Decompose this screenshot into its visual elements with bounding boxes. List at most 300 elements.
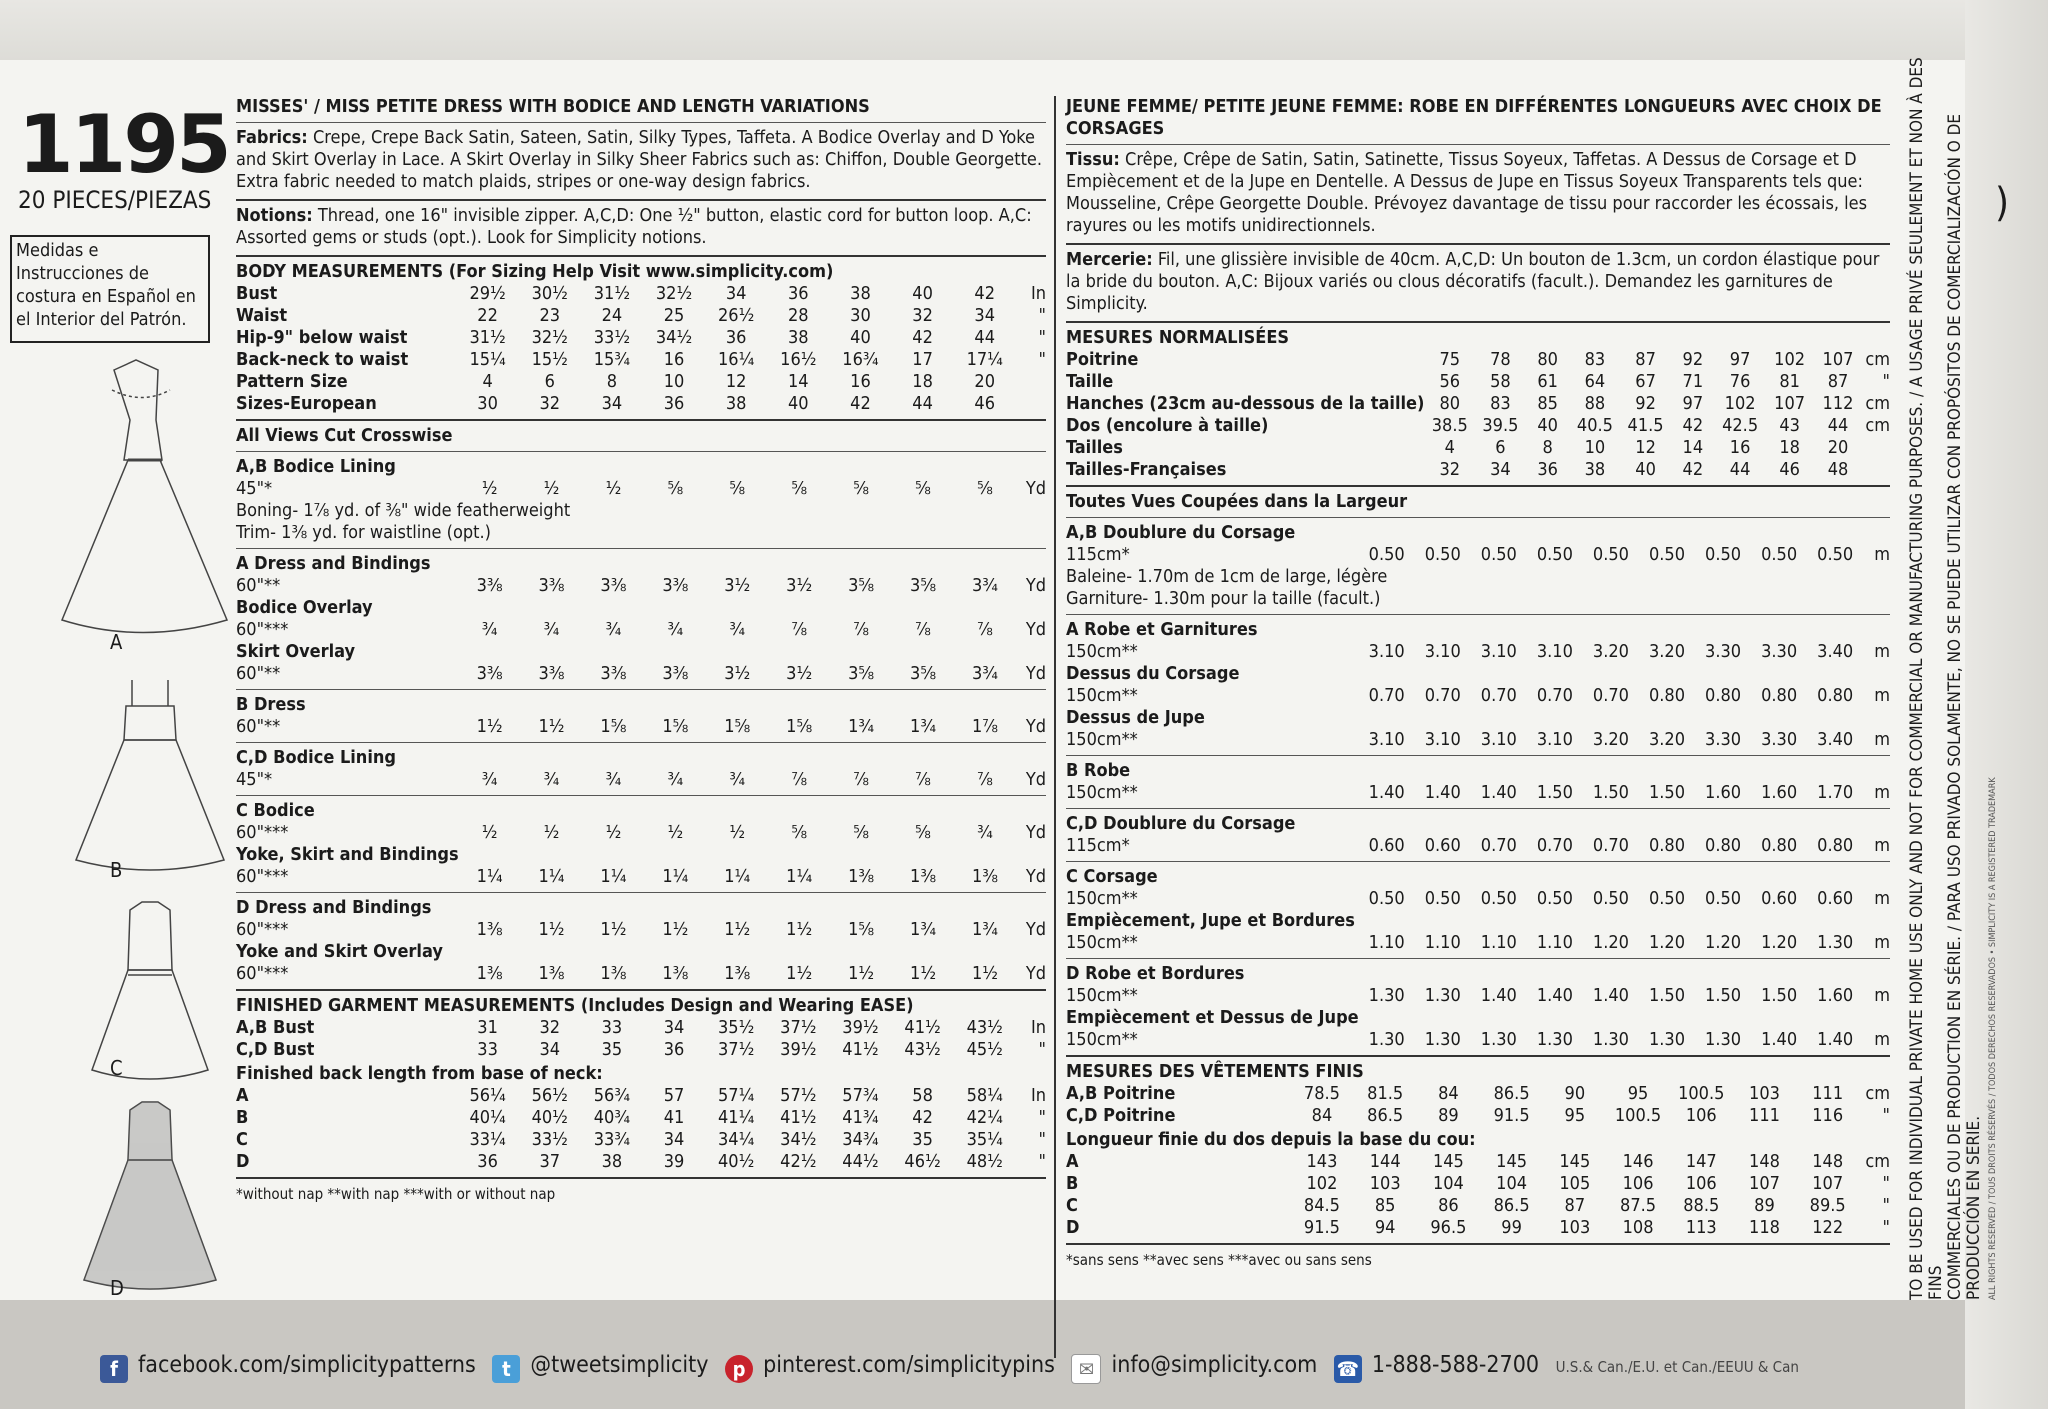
en-notions (236, 205, 1046, 249)
fr-body-cell: 102 (1774, 349, 1806, 370)
yardage-cell: 1.40 (1592, 985, 1629, 1006)
en-length-cell: 41¼ (718, 1107, 755, 1128)
yardage-table (236, 456, 1046, 985)
fr-body-cell: 38.5 (1431, 415, 1468, 436)
en-body-cell: 12 (725, 371, 747, 392)
en-body-row-label: Pattern Size (236, 371, 348, 392)
section-rule (1066, 1055, 1890, 1057)
section-rule (236, 689, 1046, 690)
yardage-cell: 1⅝ (600, 716, 627, 737)
fr-finished-cell: 100.5 (1614, 1105, 1662, 1126)
en-finished-cell: 33 (477, 1039, 498, 1060)
yardage-row (1066, 588, 1890, 610)
fr-length-cell: 107 (1749, 1173, 1780, 1194)
yardage-row (236, 897, 1046, 941)
section-rule (236, 419, 1046, 421)
social-footer (100, 1352, 1809, 1384)
fr-finished-cell: 103 (1749, 1083, 1780, 1104)
yardage-unit: m (1874, 1029, 1890, 1050)
yardage-table (1066, 522, 1890, 1051)
en-length-cell: 40¼ (469, 1107, 506, 1128)
en-body-cell: 17 (912, 349, 933, 370)
yardage-cell: 1.50 (1761, 985, 1798, 1006)
yardage-cell: 3⅜ (662, 663, 689, 684)
en-finished-cell: 34 (539, 1039, 561, 1060)
fr-length-cell: 144 (1369, 1151, 1401, 1172)
en-length-cell: 57¼ (718, 1085, 755, 1106)
yardage-cell: 1.60 (1761, 782, 1798, 803)
en-finished-cell: 43½ (966, 1017, 1003, 1038)
rights-notice: ALL RIGHTS RESERVED / TOUS DROITS RÉSERVÉS / TODOS DERECHOS RESERVADOS • SIMPLICITY IS A REGISTERED TRADEMARK (1988, 777, 1998, 1300)
view-illustrations (32, 350, 232, 1300)
en-body-row-label: Waist (236, 305, 288, 326)
pattern-number: 1195 (18, 98, 229, 191)
en-length-cell: 48½ (966, 1151, 1003, 1172)
yardage-cell: 3.10 (1480, 641, 1517, 662)
fr-finished-row (1066, 1105, 1890, 1127)
section-rule (236, 548, 1046, 549)
yardage-view-label (1066, 1007, 1359, 1051)
yardage-view-label (236, 897, 459, 941)
yardage-cell: 1½ (910, 963, 937, 984)
yardage-note: Boning- 1⅞ yd. of ⅜" wide featherweight (236, 500, 571, 521)
fr-body-unit: cm (1865, 349, 1890, 370)
yardage-cell: 0.70 (1480, 835, 1517, 856)
fr-finished-table (1066, 1083, 1890, 1127)
fr-body-cell: 6 (1495, 437, 1506, 458)
yardage-cell: ½ (543, 822, 560, 843)
fr-body-cell: 14 (1682, 437, 1704, 458)
fabric-width: 60"** (236, 575, 281, 596)
yardage-cell: 3.10 (1424, 729, 1461, 750)
yardage-unit: Yd (1025, 866, 1046, 887)
yardage-cell: ¾ (481, 619, 498, 640)
yardage-cell: 1.10 (1480, 932, 1517, 953)
yardage-cell: 3.10 (1368, 641, 1405, 662)
yardage-view-name: Yoke and Skirt Overlay (236, 941, 443, 962)
section-rule (1066, 755, 1890, 756)
yardage-cell: ½ (605, 822, 622, 843)
fr-length-row (1066, 1195, 1890, 1217)
en-body-unit: In (1030, 283, 1046, 304)
yardage-cell: 0.80 (1648, 685, 1686, 706)
en-body-cell: 20 (974, 371, 996, 392)
en-finished-cell: 35½ (718, 1017, 755, 1038)
fr-fabrics (1066, 149, 1890, 237)
yardage-cell: 1.50 (1648, 985, 1686, 1006)
fr-body-cell: 107 (1822, 349, 1854, 370)
yardage-cell: 0.50 (1536, 888, 1573, 909)
yardage-cell: 1.40 (1761, 1029, 1798, 1050)
en-length-unit: " (1038, 1107, 1046, 1128)
yardage-separator (236, 544, 1046, 553)
fr-body-cell: 8 (1542, 437, 1553, 458)
yardage-cell: 1.40 (1480, 985, 1517, 1006)
phone-number: 1-888-588-2700 (1371, 1352, 1540, 1378)
column-divider (1054, 96, 1056, 1358)
en-body-measurements-title: BODY MEASUREMENTS (For Sizing Help Visit www.simplicity.com) (236, 261, 834, 282)
yardage-cell: 1.30 (1536, 1029, 1573, 1050)
yardage-row (236, 941, 1046, 985)
yardage-row (1066, 663, 1890, 707)
fr-body-table (1066, 349, 1890, 481)
usage-notice-line-2: COMMERCIALES OU DE PRODUCTION EN SÉRIE. / PARA USO PRIVADO SOLAMENTE, NO SE PUEDE UTILIZAR CON PROPÓSITOS DE COMERCIALIZACIÓN O DE PRODUCCIÓN EN SERIE. (1945, 113, 1984, 1300)
yardage-view-label (1066, 760, 1359, 804)
section-rule (1066, 321, 1890, 323)
fr-finished-cell: 86.5 (1493, 1083, 1530, 1104)
fr-length-cell: 106 (1622, 1173, 1654, 1194)
yardage-unit: Yd (1025, 663, 1046, 684)
fabric-width: 60"*** (236, 963, 289, 984)
en-body-cell: 42 (912, 327, 933, 348)
fabric-width: 115cm* (1066, 544, 1130, 565)
fr-body-cell: 39.5 (1482, 415, 1519, 436)
fr-body-cell: 40 (1537, 415, 1558, 436)
fr-finished-cell: 89 (1438, 1105, 1459, 1126)
fr-body-cell: 83 (1584, 349, 1606, 370)
fr-body-row-label: Poitrine (1066, 349, 1139, 370)
fabric-width: 45"* (236, 478, 273, 499)
yardage-cell: ⅞ (853, 769, 869, 790)
en-length-unit: " (1038, 1151, 1046, 1172)
yardage-cell: ⅞ (915, 619, 931, 640)
fr-body-cell: 87 (1635, 349, 1656, 370)
yardage-unit: Yd (1025, 716, 1046, 737)
yardage-unit: m (1874, 641, 1890, 662)
fr-length-row-label: B (1066, 1173, 1079, 1194)
en-length-cell: 39 (663, 1151, 685, 1172)
fr-finished-cell: 111 (1812, 1083, 1844, 1104)
yardage-cell: ⅝ (853, 478, 869, 499)
fr-length-cell: 106 (1685, 1173, 1717, 1194)
yardage-cell: ¾ (667, 619, 684, 640)
en-length-cell: 35 (912, 1129, 933, 1150)
yardage-cell: 0.70 (1536, 685, 1573, 706)
yardage-cell: 1½ (476, 716, 503, 737)
section-rule (1066, 614, 1890, 615)
fr-body-cell: 67 (1635, 371, 1656, 392)
yardage-cell: ⅝ (915, 822, 931, 843)
fr-finished-title: MESURES DES VÊTEMENTS FINIS (1066, 1061, 1364, 1082)
yardage-cell: 0.50 (1424, 544, 1461, 565)
en-finished-cell: 41½ (842, 1039, 879, 1060)
yardage-cell: 0.50 (1817, 544, 1854, 565)
view-label-d: D (110, 1276, 124, 1300)
yardage-cell: ¾ (977, 822, 993, 843)
fr-body-unit (1862, 459, 1890, 481)
fr-body-cell: 46 (1779, 459, 1800, 480)
yardage-cell: 1⅜ (971, 866, 998, 887)
fr-length-cell: 146 (1622, 1151, 1654, 1172)
yardage-cell: 1.50 (1536, 782, 1573, 803)
facebook-link[interactable]: facebook.com/simplicitypatterns (138, 1352, 476, 1378)
fr-body-cell: 80 (1439, 393, 1461, 414)
fr-finished-row-label: C,D Poitrine (1066, 1105, 1176, 1126)
yardage-separator (236, 888, 1046, 897)
yardage-separator (1066, 954, 1890, 963)
yardage-row (1066, 707, 1890, 751)
fr-length-cell: 143 (1306, 1151, 1338, 1172)
yardage-cell: 1⅜ (538, 963, 565, 984)
yardage-cell: 3.20 (1648, 641, 1686, 662)
yardage-separator (1066, 804, 1890, 813)
phone-icon: ☎ (1334, 1355, 1362, 1383)
yardage-row (1066, 619, 1890, 663)
fr-body-row (1066, 415, 1890, 437)
en-length-cell: 57¾ (842, 1085, 879, 1106)
yardage-cell: ¾ (605, 619, 622, 640)
en-finished-cell: 33 (601, 1017, 623, 1038)
fr-body-measurements-title: MESURES NORMALISÉES (1066, 327, 1290, 348)
fabric-width: 45"* (236, 769, 273, 790)
en-length-row (236, 1107, 1046, 1129)
yardage-cell: 3½ (786, 575, 813, 596)
section-rule (1066, 958, 1890, 959)
fr-body-row (1066, 459, 1890, 481)
yardage-view-label (236, 456, 459, 500)
yardage-cell: 1⅜ (476, 963, 503, 984)
yardage-cell: ½ (729, 822, 746, 843)
en-length-cell: 56¾ (593, 1085, 631, 1106)
en-body-cell: 32 (912, 305, 933, 326)
yardage-view-name: Yoke, Skirt and Bindings (236, 844, 459, 865)
fr-body-row-label: Dos (encolure à taille) (1066, 415, 1269, 436)
yardage-cell: 0.50 (1480, 888, 1517, 909)
yardage-cell: 1⅜ (600, 963, 627, 984)
yardage-cell: 0.50 (1648, 888, 1686, 909)
en-length-cell: 33¾ (593, 1129, 631, 1150)
en-length-unit: " (1038, 1129, 1046, 1150)
en-body-cell: 18 (912, 371, 933, 392)
yardage-view-label (1066, 707, 1359, 751)
yardage-cell: ⅝ (667, 478, 684, 499)
yardage-cell: 0.70 (1536, 835, 1573, 856)
yardage-cell: ½ (481, 822, 498, 843)
yardage-unit: m (1874, 782, 1890, 803)
en-length-cell: 57 (663, 1085, 685, 1106)
fr-length-cell: 104 (1432, 1173, 1464, 1194)
yardage-cell: ½ (543, 478, 560, 499)
view-label-c: C (110, 1056, 123, 1080)
yardage-cell: 3⅝ (848, 575, 875, 596)
fr-body-cell: 88 (1584, 393, 1606, 414)
yardage-row (1066, 963, 1890, 1007)
yardage-cell: 1¼ (476, 866, 503, 887)
yardage-cell: 3⅝ (910, 663, 937, 684)
en-length-row (236, 1129, 1046, 1151)
en-body-cell: 15¾ (593, 349, 631, 370)
section-rule (1066, 861, 1890, 862)
yardage-cell: 1¾ (910, 919, 937, 940)
fr-finished-cell: 95 (1627, 1083, 1649, 1104)
yardage-cell: 0.60 (1761, 888, 1798, 909)
fr-body-cell: 97 (1682, 393, 1704, 414)
fabric-width: 150cm** (1066, 729, 1138, 750)
fr-notions-label: Mercerie: (1066, 249, 1153, 270)
fr-body-cell: 41.5 (1627, 415, 1664, 436)
yardage-cell: 0.80 (1817, 835, 1854, 856)
en-length-row-label: D (236, 1151, 250, 1172)
fr-body-cell: 44 (1729, 459, 1751, 480)
en-length-cell: 37 (539, 1151, 561, 1172)
yardage-cell: ¾ (543, 769, 560, 790)
en-length-row-label: B (236, 1107, 249, 1128)
fr-body-cell: 81 (1779, 371, 1800, 392)
en-body-cell: 17¼ (966, 349, 1003, 370)
en-body-cell: 15¼ (469, 349, 506, 370)
yardage-view-label (1066, 522, 1359, 566)
yardage-cell: 1½ (538, 919, 565, 940)
yardage-cell: 0.50 (1368, 544, 1405, 565)
yardage-cell: 3⅜ (476, 575, 503, 596)
fr-finished-row-label: A,B Poitrine (1066, 1083, 1176, 1104)
en-body-cell: 36 (663, 393, 685, 414)
fr-finished-cell: 100.5 (1678, 1083, 1725, 1104)
yardage-view-label (236, 694, 459, 738)
en-body-cell: 44 (912, 393, 933, 414)
fr-finished-unit: cm (1865, 1083, 1890, 1104)
yardage-unit: Yd (1025, 963, 1046, 984)
yardage-unit: m (1874, 888, 1890, 909)
en-body-table (236, 283, 1046, 415)
fr-finished-cell: 81.5 (1367, 1083, 1404, 1104)
yardage-row (236, 597, 1046, 641)
fr-finished-cell: 78.5 (1303, 1083, 1340, 1104)
yardage-cell: 1⅝ (662, 716, 689, 737)
fr-length-unit: " (1882, 1173, 1890, 1194)
yardage-cell: 1¼ (600, 866, 627, 887)
yardage-cell: 0.50 (1368, 888, 1405, 909)
yardage-cell: 3.20 (1592, 729, 1629, 750)
en-length-cell: 34½ (780, 1129, 817, 1150)
en-body-row (236, 393, 1046, 415)
en-length-unit: In (1030, 1085, 1046, 1106)
yardage-view-label (1066, 963, 1359, 1007)
yardage-row (1066, 760, 1890, 804)
fr-notions-text: Fil, une glissière invisible de 40cm. A,C,D: Un bouton de 1.3cm, un cordon élastique pour la bride du bouton. A,C: Bijoux variés ou clous décoratifs (facult.). Demandez les garnitures de Simplicity. (1066, 249, 1880, 314)
en-body-cell: 44 (974, 327, 996, 348)
yardage-cell: 0.80 (1705, 835, 1742, 856)
en-length-cell: 42 (912, 1107, 933, 1128)
yardage-cell: 1.40 (1480, 782, 1517, 803)
yardage-unit: m (1874, 932, 1890, 953)
yardage-cell: ¾ (605, 769, 622, 790)
fabric-width: 150cm** (1066, 1029, 1138, 1050)
yardage-view-label (236, 641, 459, 685)
yardage-cell: 1¾ (971, 919, 998, 940)
yardage-cell: 3.30 (1761, 729, 1798, 750)
fr-finished-cell: 84 (1438, 1083, 1459, 1104)
yardage-cell: 1.30 (1705, 1029, 1742, 1050)
fr-body-unit (1862, 437, 1890, 459)
yardage-cell: 1⅜ (662, 963, 689, 984)
en-length-title: Finished back length from base of neck: (236, 1063, 603, 1084)
yardage-view-name: Dessus du Corsage (1066, 663, 1240, 684)
yardage-row (236, 553, 1046, 597)
en-length-cell: 58¼ (966, 1085, 1003, 1106)
facebook-icon: f (100, 1355, 128, 1383)
en-body-cell: 10 (663, 371, 685, 392)
fr-body-cell: 44 (1827, 415, 1849, 436)
en-length-table (236, 1085, 1046, 1173)
yardage-cell: 0.50 (1480, 544, 1517, 565)
fr-body-cell: 38 (1584, 459, 1606, 480)
yardage-view-name: A,B Bodice Lining (236, 456, 396, 477)
yardage-unit: m (1874, 985, 1890, 1006)
yardage-cell: 1½ (848, 963, 875, 984)
en-body-unit (1016, 371, 1046, 393)
pinterest-link[interactable]: pinterest.com/simplicitypins (763, 1352, 1055, 1378)
yardage-cell: 1⅝ (724, 716, 751, 737)
phone-regions: U.S.& Can./E.U. et Can./EEUU & Can (1555, 1358, 1799, 1376)
fabric-width: 60"*** (236, 619, 289, 640)
fr-body-cell: 64 (1584, 371, 1606, 392)
fabric-width: 150cm** (1066, 685, 1138, 706)
en-body-cell: 42 (850, 393, 871, 414)
yardage-view-name: A Dress and Bindings (236, 553, 431, 574)
yardage-unit: Yd (1025, 822, 1046, 843)
en-body-cell: 6 (544, 371, 555, 392)
en-body-cell: 36 (788, 283, 809, 304)
fr-length-table (1066, 1151, 1890, 1239)
fr-body-cell: 40 (1635, 459, 1656, 480)
yardage-cell: 1⅞ (971, 716, 998, 737)
twitter-link[interactable]: @tweetsimplicity (530, 1352, 709, 1378)
yardage-view-label (236, 597, 459, 641)
email-link[interactable]: info@simplicity.com (1111, 1352, 1318, 1378)
en-body-cell: 32½ (655, 283, 693, 304)
en-length-cell: 33½ (531, 1129, 568, 1150)
en-length-cell: 58 (912, 1085, 933, 1106)
yardage-unit: m (1874, 685, 1890, 706)
en-length-cell: 42½ (780, 1151, 817, 1172)
en-finished-cell: 39½ (780, 1039, 817, 1060)
yardage-view-label (1066, 663, 1359, 707)
yardage-cell: ⅝ (915, 478, 931, 499)
twitter-icon: t (492, 1355, 520, 1383)
fr-body-cell: 4 (1444, 437, 1455, 458)
en-length-cell: 57½ (780, 1085, 817, 1106)
en-finished-cell: 32 (539, 1017, 561, 1038)
yardage-unit: Yd (1025, 919, 1046, 940)
fabric-width: 60"*** (236, 866, 289, 887)
fr-body-row (1066, 437, 1890, 459)
fr-length-cell: 148 (1812, 1151, 1844, 1172)
en-body-cell: 38 (725, 393, 747, 414)
en-body-row (236, 327, 1046, 349)
yardage-unit: m (1874, 729, 1890, 750)
yardage-row (236, 500, 1046, 522)
yardage-view-label (236, 553, 459, 597)
yardage-cell: 1.30 (1368, 1029, 1405, 1050)
en-length-cell: 40½ (718, 1151, 755, 1172)
yardage-view-name: B Robe (1066, 760, 1131, 781)
fr-body-cell: 92 (1682, 349, 1704, 370)
yardage-row (236, 456, 1046, 500)
yardage-cell: ⅝ (791, 822, 808, 843)
fr-length-cell: 99 (1501, 1217, 1522, 1238)
en-body-cell: 40 (788, 393, 809, 414)
yardage-cell: 1⅜ (848, 866, 875, 887)
en-finished-row (236, 1039, 1046, 1061)
yardage-cell: 3⅜ (538, 575, 565, 596)
en-body-cell: 25 (663, 305, 685, 326)
fr-body-unit: " (1882, 371, 1890, 392)
english-column (236, 96, 1046, 1205)
fabric-width: 150cm** (1066, 932, 1138, 953)
en-length-cell: 35¼ (966, 1129, 1003, 1150)
section-rule (236, 255, 1046, 257)
